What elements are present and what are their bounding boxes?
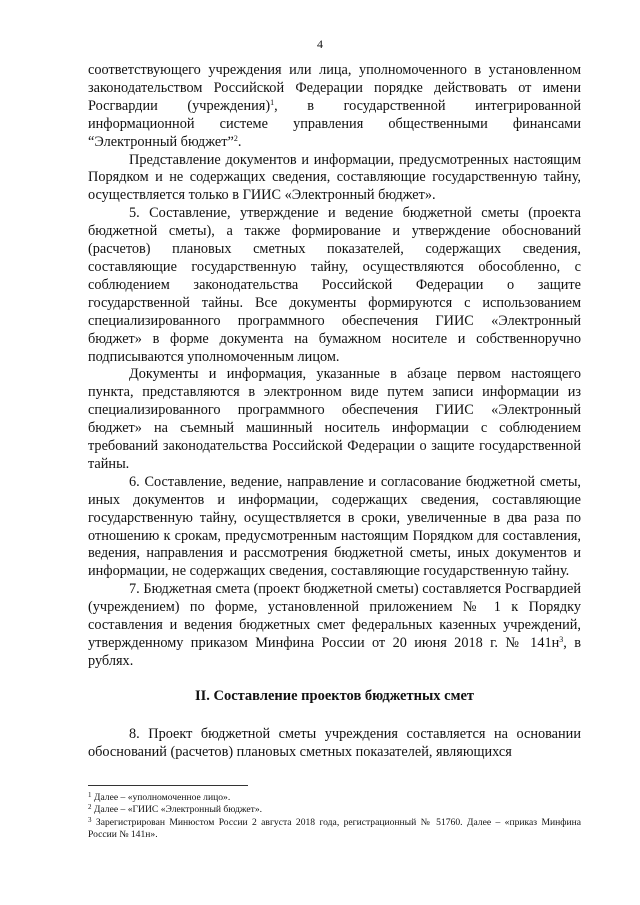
paragraph-item-5: 5. Составление, утверждение и ведение бюджетной сметы (проекта бюджетной сметы), а также формирование и утверждение обоснований (расчетов) плановых сметных показателей, содержащих сведения, составляющие государственную тайну, осуществляются обособленно, с соблюдением законодательства Российской Федерации о защите государственной тайны. Все документы формируются с использованием специализированного программного обеспечения ГИИС «Электронный бюджет» в форме документа на бумажном носителе и собственноручно подписываются уполномоченным лицом. [88,205,581,365]
page-number: 4 [317,37,323,51]
footnote-2: $^2$ Далее – «ГИИС «Электронный бюджет». [88,803,263,816]
paragraph-item-6: 6. Составление, ведение, направление и согласование бюджетной сметы, иных документов и информации, содержащих сведения, составляющие государственную тайну, осуществляется в сроки, увеличенные в два раза по отношению к срокам, предусмотренным настоящим Порядком для составления, ведения, направления и рассмотрения бюджетной сметы, иных документов и информации, не содержащих сведения, составляющие государственную тайну. [88,473,581,580]
paragraph-item-8: 8. Проект бюджетной сметы учреждения составляется на основании обоснований (расчетов) плановых сметных показателей, являющихся [88,725,581,760]
footnote-ref-2: 2 [233,133,238,143]
footnote-1: $^1$ Далее – «уполномоченное лицо». [88,791,231,803]
paragraph: Представление документов и информации, предусмотренных настоящим Порядком и не содержащих сведения, составляющие государственную тайну, осуществляется только в ГИИС «Электронный бюджет». [88,151,581,204]
footnote-3: $^3$ Зарегистрирован Минюстом России 2 августа 2018 года, регистрационный № 51760. Далее – «приказ Минфина России № 141н». [88,815,581,841]
section-heading: II. Составление проектов бюджетных смет [194,687,475,704]
footnote-ref-1: 1 [270,97,275,107]
paragraph-continuation: соответствующего учреждения или лица, уполномоченного в установленном законодательством Российской Федерации порядке действовать от имени Росгвардии (учреждения)$^1$, в государственной интегрированной информационной системе управления общественными финансами “Электронный бюджет”$^2$. [88,62,581,150]
document-body [88,62,581,762]
footnote-separator [88,785,248,786]
footnote-ref-3: 3 [559,635,564,644]
paragraph: Документы и информация, указанные в абзаце первом настоящего пункта, представляются в электронном виде путем записи информации из специализированного программного обеспечения ГИИС «Электронный бюджет» на съемный машинный носитель информации с соблюдением требований законодательства Российской Федерации о защите государственной тайны. [88,366,581,472]
footnotes [88,792,581,842]
paragraph-item-7: 7. Бюджетная смета (проект бюджетной сметы) составляется Росгвардией (учреждением) по форме, установленной приложением № 1 к Порядку составления и ведения бюджетных смет федеральных казенных учреждений, утвержденному приказом Минфина России от 20 июня 2018 г. № $141н^3$, в рублях. [88,581,581,669]
